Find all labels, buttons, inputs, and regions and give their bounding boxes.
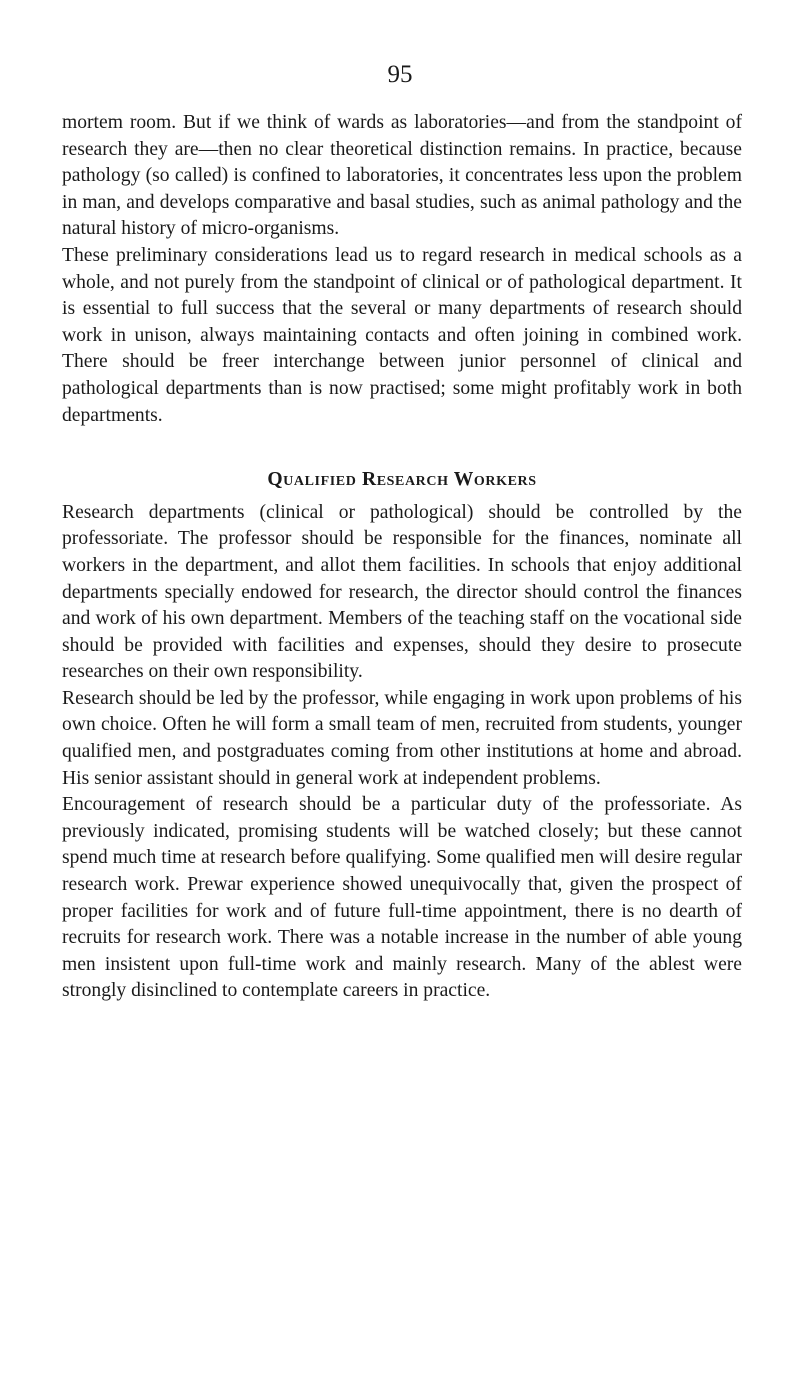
page-number: 95 xyxy=(387,61,413,88)
paragraph-research-departments: Research departments (clinical or pathological) should be controlled by the professoriate. The professor should be responsible for the finances, nominate all workers in the department, and allot them facilities. In schools that enjoy additional departments specially endowed for research, the director should control the finances and work of his own department. Members of the teaching staff on the vocational side should be provided with facilities and expenses, should they desire to prosecute researches on their own responsibility. xyxy=(62,501,742,683)
paragraph-preliminary-considerations: These preliminary considerations lead us to regard research in medical schools as a whole, and not purely from the standpoint of clinical or of pathological department. It is essential to full success that the several or many departments of research should work in unison, always maintaining contacts and often joining in combined work. There should be freer interchange between junior personnel of clinical and pathological departments than is now practised; some might profitably work in both departments. xyxy=(62,244,742,426)
paragraph-continued: mortem room. But if we think of wards as laboratories—and from the standpoint of research they are—then no clear theoretical distinction remains. In practice, because pathology (so called) is confined to laboratories, it concentrates less upon the problem in man, and develops comparative and basal studies, such as animal pathology and the natural history of micro-organisms. xyxy=(62,112,742,240)
paragraph-encouragement: Encouragement of research should be a particular duty of the professoriate. As previously indicated, promising students will be watched closely; but these cannot spend much time at research before qualifying. Some qualified men will desire regular research work. Prewar experience showed unequivocally that, given the prospect of proper facilities for work and of future full-time appointment, there is no dearth of recruits for research work. There was a notable increase in the number of able young men insistent upon full-time work and mainly research. Many of the ablest were strongly disinclined to contemplate careers in practice. xyxy=(62,794,742,1002)
section-heading: Qualified Research Workers xyxy=(267,469,537,491)
paragraph-led-by-professor: Research should be led by the professor, while engaging in work upon problems of his own choice. Often he will form a small team of men, recruited from students, younger qualified men, and postgraduates coming from other institutions at home and abroad. His senior assistant should in general work at independent problems. xyxy=(62,687,742,789)
heading-spacer-top xyxy=(62,429,742,467)
body-text xyxy=(62,110,742,1005)
